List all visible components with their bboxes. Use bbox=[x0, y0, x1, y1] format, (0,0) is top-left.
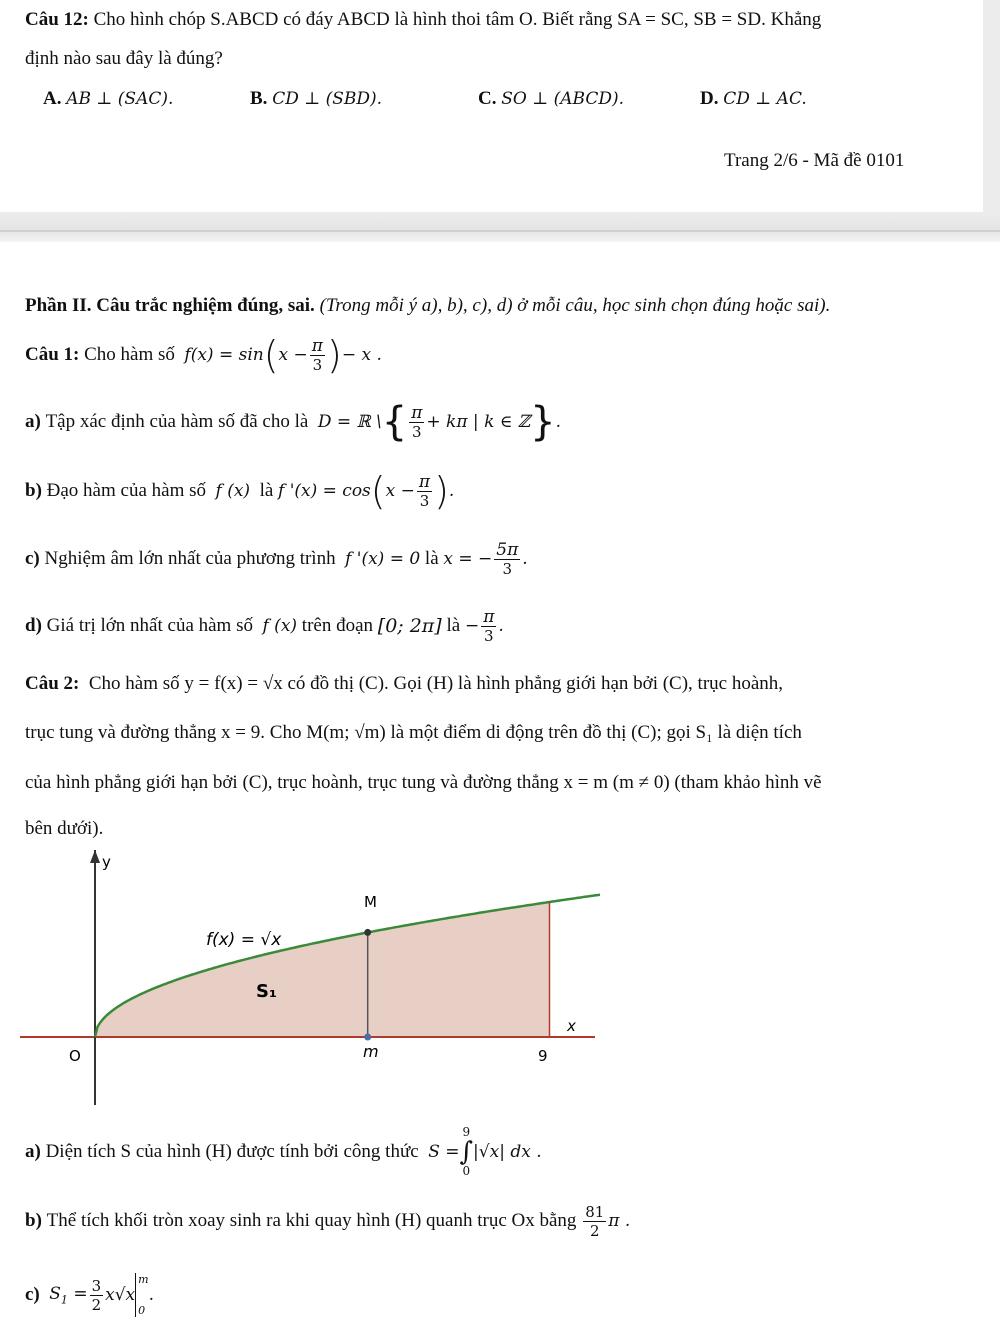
q2-line2: trục tung và đường thẳng x = 9. Cho M(m; √m) là một điểm di động trên đồ thị (C); gọi S₁ là diện tích bbox=[25, 722, 802, 743]
function-label: f(x) = √x bbox=[206, 930, 282, 950]
x-axis-label: x bbox=[567, 1017, 576, 1035]
q2-line4: bên dưới). bbox=[25, 818, 104, 839]
q1-function: f(x) = sin bbox=[184, 345, 264, 365]
q2-c: c) $S_1$ = $\frac{3}{2}$ x√x m 0 . bbox=[25, 1273, 154, 1317]
page-divider-line bbox=[0, 230, 1000, 232]
q1-d: d) Giá trị lớn nhất của hàm số f (x) trên đoạn [0; 2π] là − $\frac{\pi}{3}$ . bbox=[25, 606, 504, 645]
area-figure bbox=[20, 845, 600, 1110]
q2-label: Câu 2: bbox=[25, 673, 80, 694]
y-axis-arrow-icon bbox=[90, 850, 100, 863]
point-m-on-axis bbox=[364, 1034, 371, 1041]
q2-a: a) Diện tích S của hình (H) được tính bởi công thức S = 9 ∫ 0 |√x| dx . bbox=[25, 1125, 542, 1178]
q12-label: Câu 12: bbox=[25, 9, 89, 30]
page-footer: Trang 2/6 - Mã đề 0101 bbox=[724, 150, 905, 171]
q2-line3: của hình phẳng giới hạn bởi (C), trục hoành, trục tung và đường thẳng x = m (m ≠ 0) (tham khảo hình vẽ bbox=[25, 772, 822, 793]
q2-b: b) Thể tích khối tròn xoay sinh ra khi quay hình (H) quanh trục Ox bằng $\frac{81}{2}$ π . bbox=[25, 1202, 631, 1240]
part2-heading-line bbox=[25, 295, 830, 317]
s1-label: S₁ bbox=[256, 981, 277, 1002]
q12-option-d: D. CD ⊥ AC. bbox=[700, 88, 807, 109]
q12-option-b: B. CD ⊥ (SBD). bbox=[250, 88, 383, 109]
page-divider bbox=[0, 212, 1000, 242]
q1-label: Câu 1: bbox=[25, 344, 80, 365]
q12-line1 bbox=[25, 9, 821, 31]
shaded-region bbox=[95, 902, 550, 1037]
M-label: M bbox=[364, 893, 377, 911]
q1-c: c) Nghiệm âm lớn nhất của phương trình f '(x) = 0 là x = − $\frac{5\pi}{3}$ . bbox=[25, 539, 528, 578]
q12-option-c: C. SO ⊥ (ABCD). bbox=[478, 88, 625, 109]
q12-option-a: A. AB ⊥ (SAC). bbox=[43, 88, 174, 109]
q1-b: b) Đạo hàm của hàm số f (x) là f '(x) = cos ( x − $\frac{\pi}{3}$ ) . bbox=[25, 469, 455, 513]
part2-instruction: (Trong mỗi ý a), b), c), d) ở mỗi câu, học sinh chọn đúng hoặc sai). bbox=[319, 295, 831, 316]
q2-line1: Câu 2: Cho hàm số y = f(x) = √x có đồ thị (C). Gọi (H) là hình phẳng giới hạn bởi (C), trục hoành, bbox=[25, 673, 784, 694]
q1-a: a) Tập xác định của hàm số đã cho là D = ℝ \ { $\frac{\pi}{3}$ + kπ | k ∈ ℤ } . bbox=[25, 399, 562, 445]
q12-text-2: định nào sau đây là đúng? bbox=[25, 48, 223, 69]
q12-text: Cho hình chóp S.ABCD có đáy ABCD là hình thoi tâm O. Biết rằng SA = SC, SB = SD. Khẳng bbox=[93, 9, 822, 30]
y-axis-label: y bbox=[102, 853, 111, 871]
page-edge bbox=[983, 0, 1000, 212]
q1-intro: Câu 1: Cho hàm số f(x) = sin ( x − $\frac{\pi}{3}$ ) − x . bbox=[25, 333, 382, 377]
origin-label: O bbox=[69, 1047, 81, 1065]
part2-heading: Phần II. Câu trắc nghiệm đúng, sai. bbox=[25, 295, 315, 316]
point-m bbox=[364, 929, 371, 936]
nine-label: 9 bbox=[538, 1047, 548, 1065]
m-label: m bbox=[363, 1042, 379, 1061]
